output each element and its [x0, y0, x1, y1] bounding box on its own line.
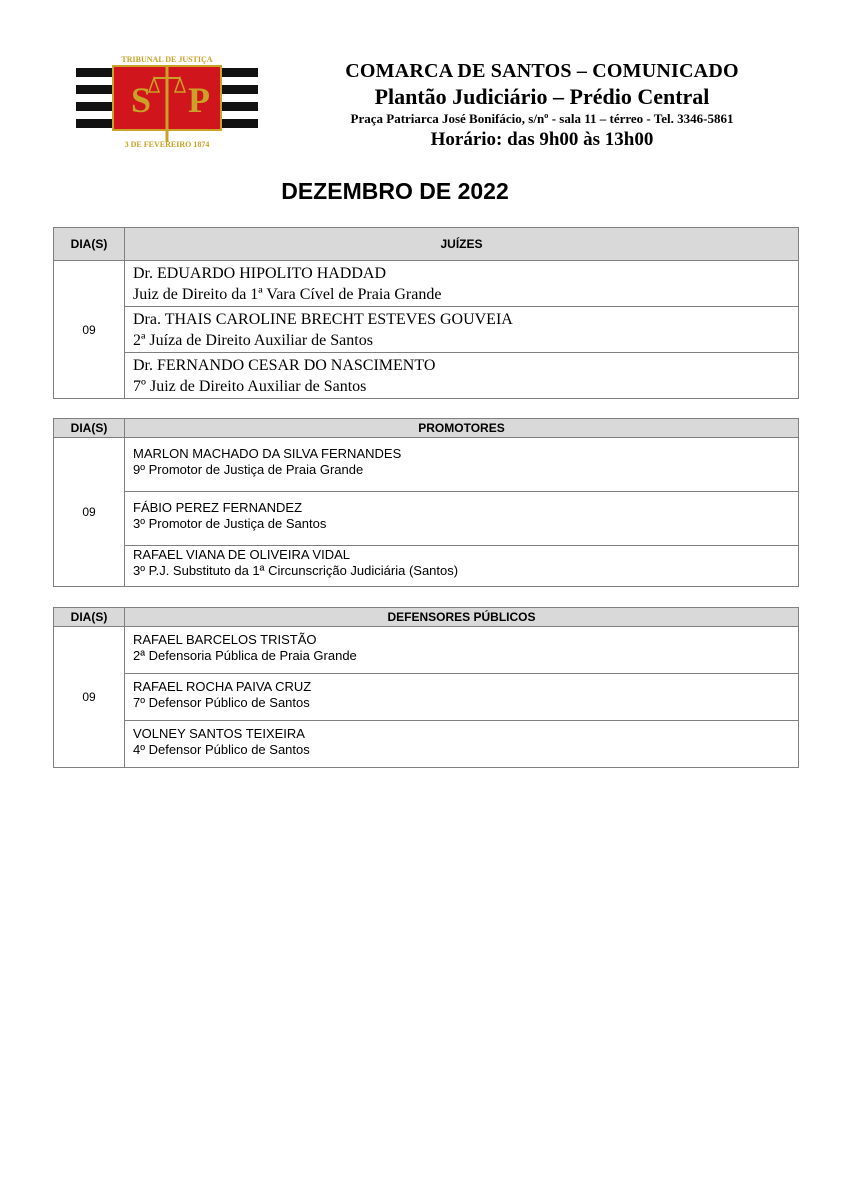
prosecutor-role: 3º Promotor de Justiça de Santos	[133, 516, 327, 531]
table-row	[54, 353, 799, 399]
prosecutor-name: MARLON MACHADO DA SILVA FERNANDES	[133, 446, 402, 461]
prosecutor-role: 9º Promotor de Justiça de Praia Grande	[133, 462, 364, 477]
table-header-row	[54, 608, 799, 627]
prosecutor-name: RAFAEL VIANA DE OLIVEIRA VIDAL	[133, 547, 350, 562]
table-row	[54, 492, 799, 546]
judge-cell	[125, 353, 799, 399]
col-defenders-header: DEFENSORES PÚBLICOS	[125, 608, 799, 627]
prosecutor-name: FÁBIO PEREZ FERNANDEZ	[133, 500, 303, 515]
judge-cell	[125, 261, 799, 307]
judge-name: Dr. EDUARDO HIPOLITO HADDAD	[133, 265, 387, 282]
defender-name: RAFAEL ROCHA PAIVA CRUZ	[133, 679, 312, 694]
col-day-header: DIA(S)	[54, 608, 125, 627]
judges-table	[53, 227, 799, 399]
table-row	[54, 546, 799, 587]
col-day-header: DIA(S)	[54, 419, 125, 438]
judge-name: Dra. THAIS CAROLINE BRECHT ESTEVES GOUVEIA	[133, 311, 513, 328]
table-row	[54, 307, 799, 353]
defender-role: 2ª Defensoria Pública de Praia Grande	[133, 648, 357, 663]
table-header-row	[54, 419, 799, 438]
day-cell: 09	[54, 261, 125, 399]
prosecutors-table	[53, 418, 799, 587]
header-hours: Horário: das 9h00 às 13h00	[430, 129, 654, 150]
judge-name: Dr. FERNANDO CESAR DO NASCIMENTO	[133, 357, 436, 374]
tjsp-emblem-icon	[76, 52, 258, 152]
col-judges-header: JUÍZES	[125, 228, 799, 261]
judge-role: 2ª Juíza de Direito Auxiliar de Santos	[133, 332, 373, 349]
table-row	[54, 674, 799, 721]
court-logo	[76, 52, 258, 152]
prosecutor-cell	[125, 546, 799, 587]
prosecutor-cell	[125, 492, 799, 546]
prosecutor-cell	[125, 438, 799, 492]
defender-cell	[125, 627, 799, 674]
table-header-row	[54, 228, 799, 261]
day-cell: 09	[54, 438, 125, 587]
defender-role: 4º Defensor Público de Santos	[133, 742, 310, 757]
judge-role: 7º Juiz de Direito Auxiliar de Santos	[133, 378, 367, 395]
defender-name: RAFAEL BARCELOS TRISTÃO	[133, 632, 317, 647]
svg-text:TRIBUNAL DE JUSTIÇA: TRIBUNAL DE JUSTIÇA	[121, 55, 213, 64]
defender-cell	[125, 721, 799, 768]
defender-cell	[125, 674, 799, 721]
table-row	[54, 438, 799, 492]
day-cell: 09	[54, 627, 125, 768]
svg-text:3 DE FEVEREIRO 1874: 3 DE FEVEREIRO 1874	[124, 140, 210, 149]
judge-role: Juiz de Direito da 1ª Vara Cível de Praia Grande	[133, 286, 442, 303]
month-title: DEZEMBRO DE 2022	[281, 178, 509, 204]
defenders-table	[53, 607, 799, 768]
svg-text:P: P	[188, 80, 210, 120]
table-row	[54, 721, 799, 768]
defender-name: VOLNEY SANTOS TEIXEIRA	[133, 726, 305, 741]
header-subtitle: Plantão Judiciário – Prédio Central	[374, 84, 710, 109]
table-row	[54, 261, 799, 307]
svg-text:S: S	[131, 80, 152, 120]
col-day-header: DIA(S)	[54, 228, 125, 261]
header-address: Praça Patriarca José Bonifácio, s/nº - sala 11 – térreo - Tel. 3346-5861	[350, 111, 734, 126]
table-row	[54, 627, 799, 674]
defender-role: 7º Defensor Público de Santos	[133, 695, 310, 710]
prosecutor-role: 3º P.J. Substituto da 1ª Circunscrição Judiciária (Santos)	[133, 563, 459, 578]
document-header	[300, 58, 784, 152]
col-prosecutors-header: PROMOTORES	[125, 419, 799, 438]
judge-cell	[125, 307, 799, 353]
header-title: COMARCA DE SANTOS – COMUNICADO	[345, 60, 739, 82]
